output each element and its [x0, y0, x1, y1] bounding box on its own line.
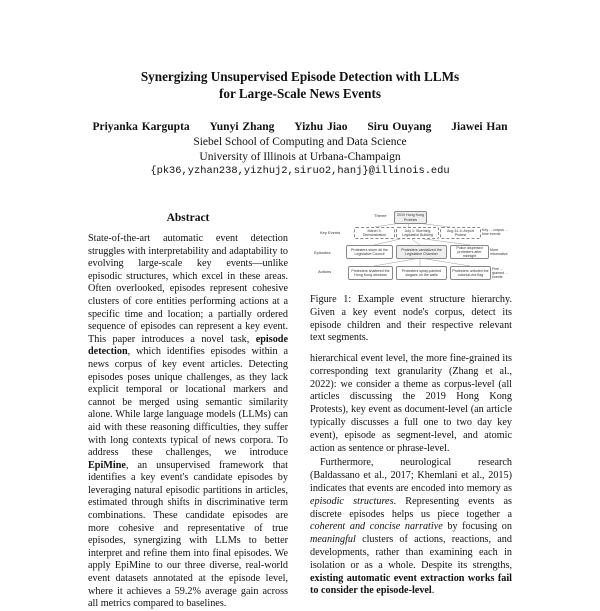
author-list: [0, 120, 600, 134]
figure-key-event-node: July 1: Storming Legislative Building: [396, 227, 439, 239]
paper-title: [0, 68, 600, 102]
figure-actions-note: Fine ... grained ... events: [492, 267, 508, 280]
author-name: Jiawei Han: [451, 121, 508, 133]
abstract-text: , which identifies episodes within a news corpus of key event articles. Detecting episodes poses unique challenges, as they lack explicit temporal or locational markers and cannot be merged using semantic similarity alone. While large language models (LLMs) can aid with these reasoning difficulties, they suffer with long contexts typical of news corpora. To address these challenges, we introduce: [88, 346, 288, 459]
paragraph-text: . Representing events as discrete episodes helps us piece together a: [310, 495, 513, 520]
figure-event-hierarchy: [310, 208, 510, 288]
author-name: Siru Ouyang: [367, 121, 432, 133]
abstract-heading: Abstract: [166, 212, 210, 224]
paragraph-text: .: [431, 585, 435, 597]
figure-action-node: Protesters spray-painted slogans on the walls: [396, 266, 447, 280]
title-line-2: for Large-Scale News Events: [218, 86, 381, 101]
figure-key-events-label: Key Events: [320, 230, 341, 235]
abstract-text: State-of-the-art automatic event detection struggles with interpretability and adaptability to evolving large-scale key events—unlike episodic structures, which excel in these areas. Often overlooked, episodes represent cohesive clusters of core entities performing actions at a specific time and location; a partially ordered sequence of episodes can represent a key event. This paper introduces a novel task,: [88, 233, 288, 345]
paragraph-text: by focusing on: [442, 521, 512, 533]
emphasis: meaningful: [310, 534, 356, 546]
paragraph: hierarchical event level, the more fine-grained its corresponding text granularity (Zhang et al., 2022): we consider a theme as corpus-level (all articles discussing the 2019 Hong Kong Protests), key event as document-level (an article typically discusses a full one to two day key event), episode as segment-level, and atomic action as sentence or phrase-level.: [310, 353, 512, 454]
figure-action-node: Protesters unfurled the colonial-era flag: [450, 266, 491, 280]
abstract-text: , an unsupervised framework that identifies a key event's candidate episodes by leveraging natural episodic partitions in articles, estimated through shifts in discriminative term combinations. These candidate episodes are more cohesive and representative of true episodes, synergizing with LLMs to better interpret and refine them into final episodes. We apply EpiMine to our three diverse, real-world event datasets annotated at the episode level, where it achieves a 59.2% average gain across all metrics compared to baselines.: [88, 459, 288, 610]
figure-episode-node: Protesters vandalized the Legislative Chamber: [396, 245, 447, 259]
author-emails: {pk36,yzhan238,yizhuj2,siruo2,hanj}@illinois.edu: [150, 165, 450, 177]
figure-episode-node: Protesters storm all the Legislative Council: [346, 245, 393, 259]
title-line-1: Synergizing Unsupervised Episode Detection with LLMs: [140, 69, 460, 84]
figure-episodes-label: Episodes: [314, 250, 331, 255]
abstract-bold-term: EpiMine: [88, 459, 126, 471]
affiliation-university: University of Illinois at Urbana-Champaign: [199, 150, 401, 163]
affiliation: [0, 135, 600, 179]
abstract-body: [88, 233, 288, 611]
author-name: Yunyi Zhang: [209, 121, 275, 133]
abstract-bold-term: episode detection: [88, 333, 288, 358]
paragraph-text: clusters of actions, reactions, and developments, rather than examining each in isolation or as a whole. Despite its strengths,: [310, 534, 512, 571]
figure-actions-label: Actions: [318, 269, 332, 274]
author-name: Yizhu Jiao: [294, 121, 348, 133]
bold-claim: existing automatic event extraction works fail to consider the episode-level: [310, 572, 512, 597]
figure-theme-label: Theme: [374, 213, 387, 218]
figure-key-event-node: March 3: Demonstration: [354, 227, 395, 239]
affiliation-school: Siebel School of Computing and Data Science: [193, 136, 407, 148]
figure-key-event-node: Aug 31-4: Airport Protest: [440, 227, 481, 239]
figure-action-node: Protesters shattered the Hong Kong windows: [348, 266, 393, 280]
figure-caption: Figure 1: Example event structure hierarchy. Given a key event node's corpus, detect its episode children and their respective relevant text segments.: [310, 294, 512, 344]
paragraph: [310, 457, 512, 598]
figure-episode-node: Police dispersed protesters after midnight: [450, 245, 489, 259]
paragraph-text: Furthermore, neurological research (Baldassano et al., 2017; Khemlani et al., 2015) indicates that events are encoded into memory as: [310, 457, 512, 494]
figure-theme-node: 2019 Hong Kong Protests: [394, 211, 427, 224]
figure-episodes-note: More informative: [490, 248, 508, 257]
emphasis: coherent and concise narrative: [310, 521, 443, 533]
author-name: Priyanka Kargupta: [92, 121, 190, 133]
figure-key-events-note: Key ... corpus ... time events: [482, 228, 508, 237]
emphasis: episodic structures: [310, 495, 394, 507]
right-column-body: [310, 353, 512, 598]
